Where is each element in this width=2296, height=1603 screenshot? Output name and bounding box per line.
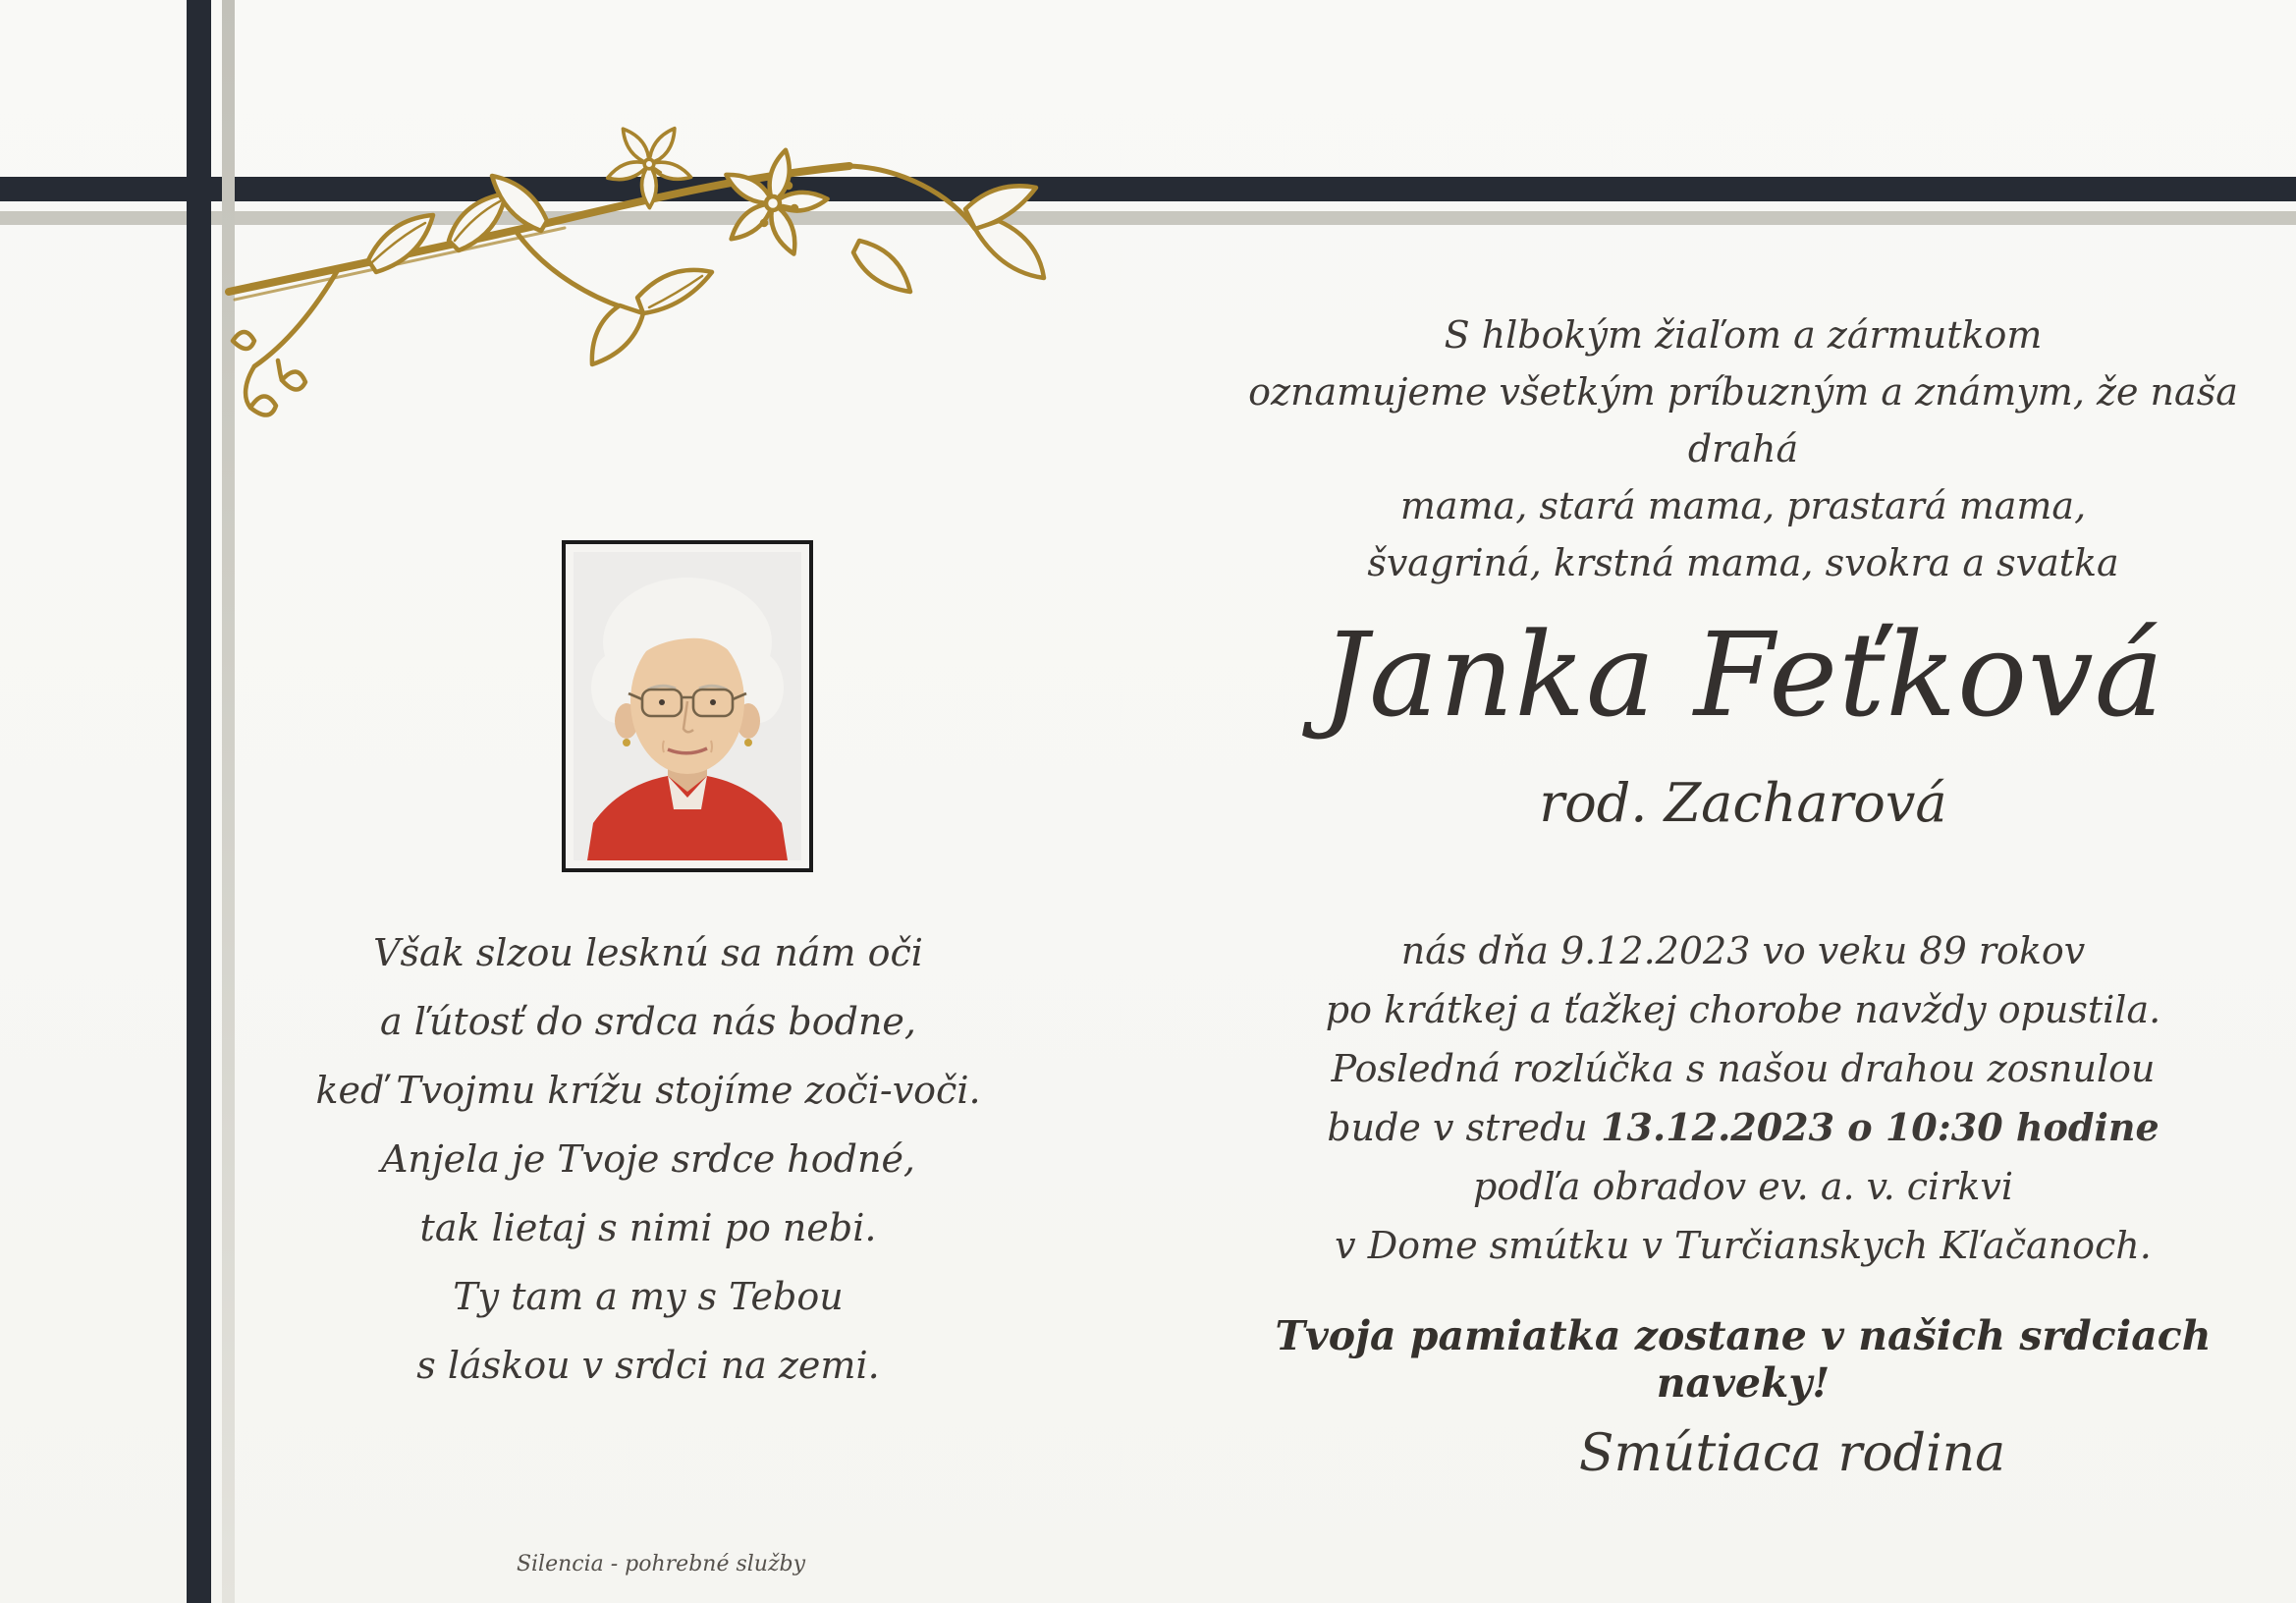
gold-floral-branch-icon	[221, 103, 1056, 422]
funeral-date-prefix: bude v stredu	[1327, 1106, 1588, 1149]
poem-line: Však slzou lesknú sa nám oči	[373, 931, 923, 974]
poem-line: Ty tam a my s Tebou	[453, 1275, 844, 1318]
funeral-details	[1218, 921, 2269, 1275]
intro-line: švagriná, krstná mama, svokra a svatka	[1367, 541, 2119, 584]
details-line: v Dome smútku v Turčianskych Kľačanoch.	[1335, 1224, 2152, 1267]
maiden-name: rod. Zacharová	[1539, 772, 1947, 834]
funeral-date-bold: 13.12.2023 o 10:30 hodine	[1601, 1105, 2159, 1149]
deceased-name: Janka Feťková	[1321, 607, 2165, 743]
details-line: podľa obradov ev. a. v. cirkvi	[1472, 1165, 2014, 1208]
intro-line: mama, stará mama, prastará mama,	[1399, 484, 2087, 527]
intro-line: S hlbokým žiaľom a zármutkom	[1444, 313, 2043, 357]
portrait-photo	[562, 540, 813, 872]
memorial-poem	[304, 918, 992, 1400]
details-line: Posledná rozlúčka s našou drahou zosnulou	[1331, 1047, 2156, 1090]
poem-line: Anjela je Tvoje srdce hodné,	[380, 1137, 916, 1181]
funeral-date-line	[1218, 1098, 2269, 1157]
details-line: po krátkej a ťažkej chorobe navždy opustila.	[1325, 988, 2161, 1031]
funeral-home-credit: Silencia - pohrebné služby	[516, 1552, 806, 1576]
poem-line: keď Tvojmu krížu stojíme zoči-voči.	[315, 1069, 981, 1112]
announcement-intro	[1218, 306, 2269, 591]
poem-line: s láskou v srdci na zemi.	[416, 1344, 880, 1387]
details-line: nás dňa 9.12.2023 vo veku 89 rokov	[1400, 929, 2086, 972]
portrait-illustration	[574, 552, 801, 860]
vertical-black-bar	[187, 0, 211, 1603]
poem-line: tak lietaj s nimi po nebi.	[419, 1206, 877, 1249]
intro-line: oznamujeme všetkým príbuzným a známym, že naša drahá	[1248, 370, 2238, 470]
poem-line: a ľútosť do srdca nás bodne,	[380, 1000, 916, 1043]
family-signature: Smútiaca rodina	[1578, 1424, 2006, 1483]
farewell-line: Tvoja pamiatka zostane v našich srdciach naveky!	[1275, 1312, 2212, 1407]
